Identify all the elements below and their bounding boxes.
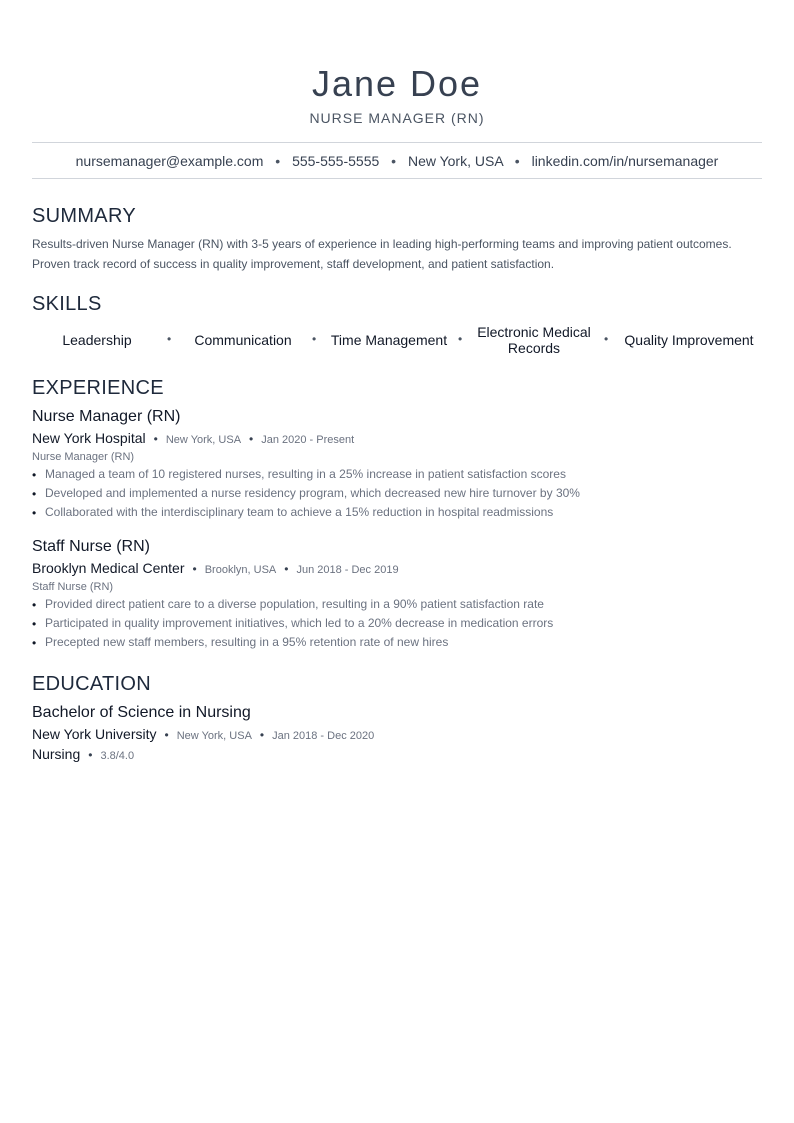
contact-email[interactable]: nursemanager@example.com bbox=[75, 153, 264, 169]
job-location: New York, USA bbox=[165, 434, 242, 446]
contact-line bbox=[32, 151, 762, 171]
job-bullet: • Participated in quality improvement initiatives, which led to a 20% decrease in medication errors bbox=[32, 614, 553, 633]
skill-item: Quality Improvement bbox=[624, 332, 754, 348]
skill-item: Leadership bbox=[62, 332, 132, 348]
job-bullet: • Precepted new staff members, resulting in a 95% retention rate of new hires bbox=[32, 633, 553, 652]
bullet-glyph: • bbox=[32, 636, 37, 650]
education-heading: EDUCATION bbox=[32, 673, 151, 695]
contact-linkedin[interactable]: linkedin.com/in/nursemanager bbox=[531, 153, 719, 169]
job-title: Staff Nurse (RN) bbox=[32, 538, 150, 555]
meta-separator: • bbox=[284, 562, 289, 576]
skills-heading: SKILLS bbox=[32, 293, 102, 315]
job-bullets bbox=[32, 465, 580, 522]
education-major: Nursing bbox=[32, 746, 81, 762]
job-meta bbox=[32, 429, 354, 449]
bullet-glyph: • bbox=[32, 506, 37, 520]
contact-phone[interactable]: 555-555-5555 bbox=[292, 153, 380, 169]
skill-item: Electronic Medical Records bbox=[477, 324, 591, 356]
job-title: Nurse Manager (RN) bbox=[32, 408, 181, 425]
skill-separator: • bbox=[167, 332, 172, 346]
bullet-glyph: • bbox=[32, 487, 37, 501]
contact-separator: • bbox=[391, 153, 397, 169]
contact-separator: • bbox=[275, 153, 281, 169]
bullet-glyph: • bbox=[32, 468, 37, 482]
job-bullet: • Provided direct patient care to a diverse population, resulting in a 90% patient satisfaction rate bbox=[32, 595, 553, 614]
education-dates: Jan 2018 - Dec 2020 bbox=[272, 730, 375, 742]
header-divider-top bbox=[32, 142, 762, 143]
meta-separator: • bbox=[88, 748, 93, 762]
education-gpa: 3.8/4.0 bbox=[100, 750, 135, 762]
job-dates: Jan 2020 - Present bbox=[261, 434, 355, 446]
job-bullet: • Collaborated with the interdisciplinary team to achieve a 15% reduction in hospital readmissions bbox=[32, 503, 580, 522]
meta-separator: • bbox=[249, 432, 254, 446]
skill-item: Time Management bbox=[330, 332, 448, 348]
skill-separator: • bbox=[458, 332, 463, 346]
meta-separator: • bbox=[259, 728, 265, 742]
experience-heading: EXPERIENCE bbox=[32, 377, 164, 399]
education-degree: Bachelor of Science in Nursing bbox=[32, 704, 251, 721]
job-bullet: • Managed a team of 10 registered nurses, resulting in a 25% increase in patient satisfaction scores bbox=[32, 465, 580, 484]
skill-separator: • bbox=[312, 332, 317, 346]
education-meta bbox=[32, 725, 374, 745]
job-role: Nurse Manager (RN) bbox=[32, 451, 135, 463]
summary-heading: SUMMARY bbox=[32, 205, 136, 227]
education-location: New York, USA bbox=[176, 730, 252, 742]
education-school: New York University bbox=[32, 726, 157, 742]
job-company: New York Hospital bbox=[32, 430, 146, 446]
job-role: Staff Nurse (RN) bbox=[32, 581, 114, 593]
contact-location: New York, USA bbox=[407, 153, 503, 169]
candidate-name: Jane Doe bbox=[311, 63, 483, 104]
job-location: Brooklyn, USA bbox=[204, 564, 277, 576]
meta-separator: • bbox=[153, 432, 158, 446]
bullet-glyph: • bbox=[32, 598, 37, 612]
contact-separator: • bbox=[514, 153, 520, 169]
meta-separator: • bbox=[192, 562, 197, 576]
job-bullet: • Developed and implemented a nurse residency program, which decreased new hire turnover by 30% bbox=[32, 484, 580, 503]
skill-separator: • bbox=[604, 332, 609, 346]
meta-separator: • bbox=[164, 728, 169, 742]
education-major-line bbox=[32, 745, 134, 765]
job-meta bbox=[32, 559, 399, 579]
candidate-title: NURSE MANAGER (RN) bbox=[309, 110, 485, 126]
header-divider-bottom bbox=[32, 178, 762, 179]
job-bullets bbox=[32, 595, 553, 652]
job-company: Brooklyn Medical Center bbox=[32, 560, 185, 576]
summary-text: Results-driven Nurse Manager (RN) with 3-5 years of experience in leading high-performing teams and improving patient outcomes. Proven track record of success in quality improvement, staff development, and patient satisfaction. bbox=[32, 237, 732, 271]
skills-list bbox=[32, 322, 762, 358]
job-dates: Jun 2018 - Dec 2019 bbox=[296, 564, 399, 576]
bullet-glyph: • bbox=[32, 617, 37, 631]
skill-item: Communication bbox=[194, 332, 292, 348]
